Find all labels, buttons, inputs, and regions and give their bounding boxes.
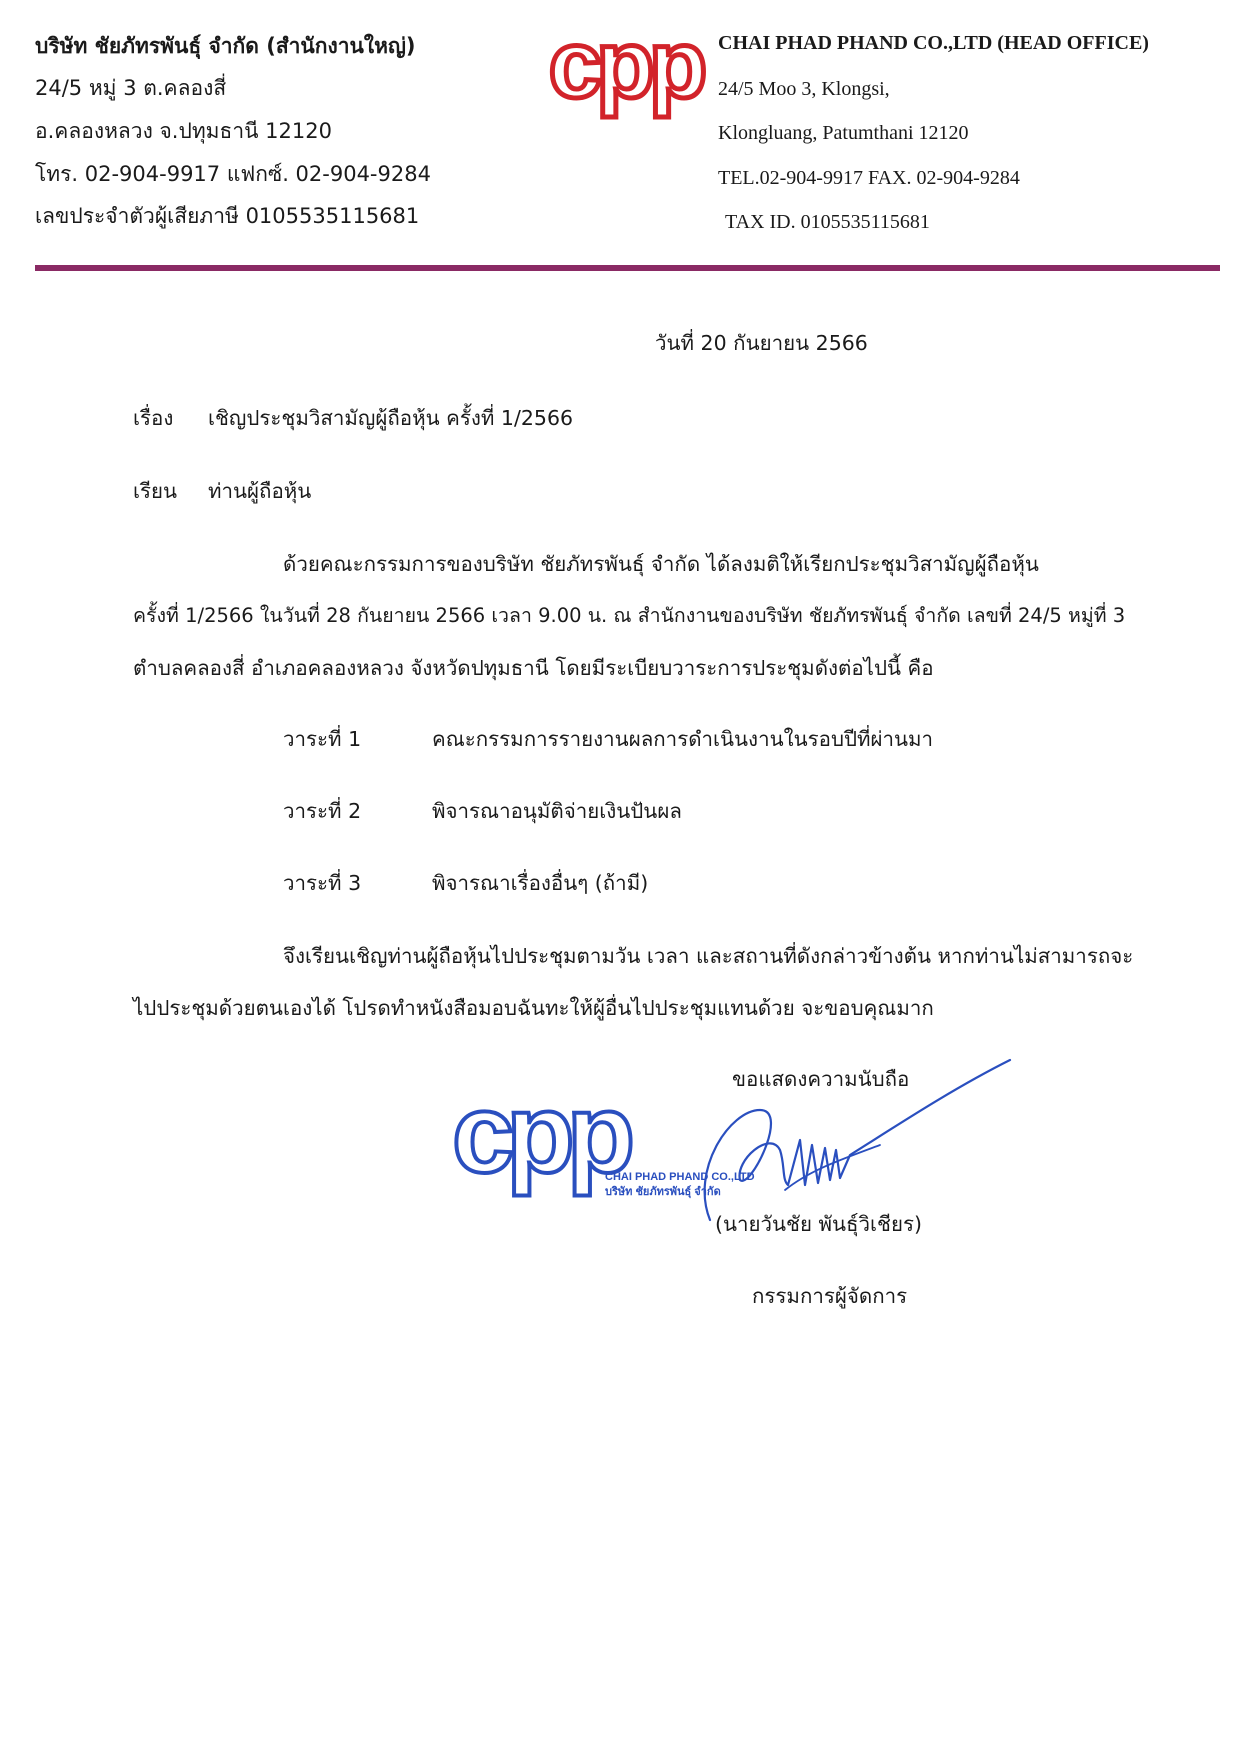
subject-text: เชิญประชุมวิสามัญผู้ถือหุ้น ครั้งที่ 1/2566 bbox=[208, 406, 574, 430]
agenda-label-3: วาระที่ 3 bbox=[283, 871, 362, 895]
signer-title: กรรมการผู้จัดการ bbox=[752, 1284, 908, 1308]
phone-fax-en: TEL.02-904-9917 FAX. 02-904-9284 bbox=[718, 167, 1020, 189]
agenda-text-3: พิจารณาเรื่องอื่นๆ (ถ้ามี) bbox=[432, 871, 649, 895]
address-en-line2: Klongluang, Patumthani 12120 bbox=[718, 122, 969, 144]
stamp-logo-text: cpp bbox=[452, 1080, 628, 1196]
letter-date: วันที่ 20 กันยายน 2566 bbox=[655, 331, 868, 355]
recipient-label: เรียน bbox=[133, 479, 178, 503]
recipient-text: ท่านผู้ถือหุ้น bbox=[208, 479, 312, 503]
para1-line2: ครั้งที่ 1/2566 ในวันที่ 28 กันยายน 2566 เวลา 9.00 น. ณ สำนักงานของบริษัท ชัยภัทรพันธุ์ จำกัด เลขที่ 24/5 หมู่ที่ 3 bbox=[133, 604, 1126, 627]
signer-name: (นายวันชัย พันธุ์วิเชียร) bbox=[715, 1212, 922, 1236]
stamp-name-en: CHAI PHAD PHAND CO.,LTD bbox=[605, 1171, 755, 1183]
tax-id-th: เลขประจำตัวผู้เสียภาษี 0105535115681 bbox=[35, 204, 420, 228]
company-logo-text: cpp bbox=[548, 25, 702, 118]
closing-text: ขอแสดงความนับถือ bbox=[732, 1067, 910, 1091]
para1-line3: ตำบลคลองสี่ อำเภอคลองหลวง จังหวัดปทุมธานี โดยมีระเบียบวาระการประชุมดังต่อไปนี้ คือ bbox=[133, 656, 934, 680]
header-divider bbox=[35, 265, 1220, 271]
agenda-label-2: วาระที่ 2 bbox=[283, 799, 362, 823]
tax-id-en: TAX ID. 0105535115681 bbox=[725, 211, 930, 233]
company-name-th: บริษัท ชัยภัทรพันธุ์ จำกัด (สำนักงานใหญ่) bbox=[35, 34, 416, 58]
phone-fax-th: โทร. 02-904-9917 แฟกซ์. 02-904-9284 bbox=[35, 162, 431, 186]
address-en-line1: 24/5 Moo 3, Klongsi, bbox=[718, 78, 890, 100]
agenda-text-1: คณะกรรมการรายงานผลการดำเนินงานในรอบปีที่ผ่านมา bbox=[432, 727, 934, 751]
para1-line1: ด้วยคณะกรรมการของบริษัท ชัยภัทรพันธุ์ จำกัด ได้ลงมติให้เรียกประชุมวิสามัญผู้ถือหุ้น bbox=[283, 552, 1039, 576]
para2-line1: จึงเรียนเชิญท่านผู้ถือหุ้นไปประชุมตามวัน เวลา และสถานที่ดังกล่าวข้างต้น หากท่านไม่สามารถจะ bbox=[283, 944, 1134, 968]
para2-line2: ไปประชุมด้วยตนเองได้ โปรดทำหนังสือมอบฉันทะให้ผู้อื่นไปประชุมแทนด้วย จะขอบคุณมาก bbox=[133, 996, 934, 1020]
address-th-line1: 24/5 หมู่ 3 ต.คลองสี่ bbox=[35, 76, 227, 100]
company-logo bbox=[540, 25, 710, 120]
agenda-text-2: พิจารณาอนุมัติจ่ายเงินปันผล bbox=[432, 799, 682, 823]
agenda-label-1: วาระที่ 1 bbox=[283, 727, 362, 751]
company-name-en: CHAI PHAD PHAND CO.,LTD (HEAD OFFICE) bbox=[718, 32, 1149, 54]
subject-label: เรื่อง bbox=[133, 406, 174, 430]
stamp-name-th: บริษัท ชัยภัทรพันธุ์ จำกัด bbox=[605, 1186, 721, 1198]
address-th-line2: อ.คลองหลวง จ.ปทุมธานี 12120 bbox=[35, 119, 332, 143]
